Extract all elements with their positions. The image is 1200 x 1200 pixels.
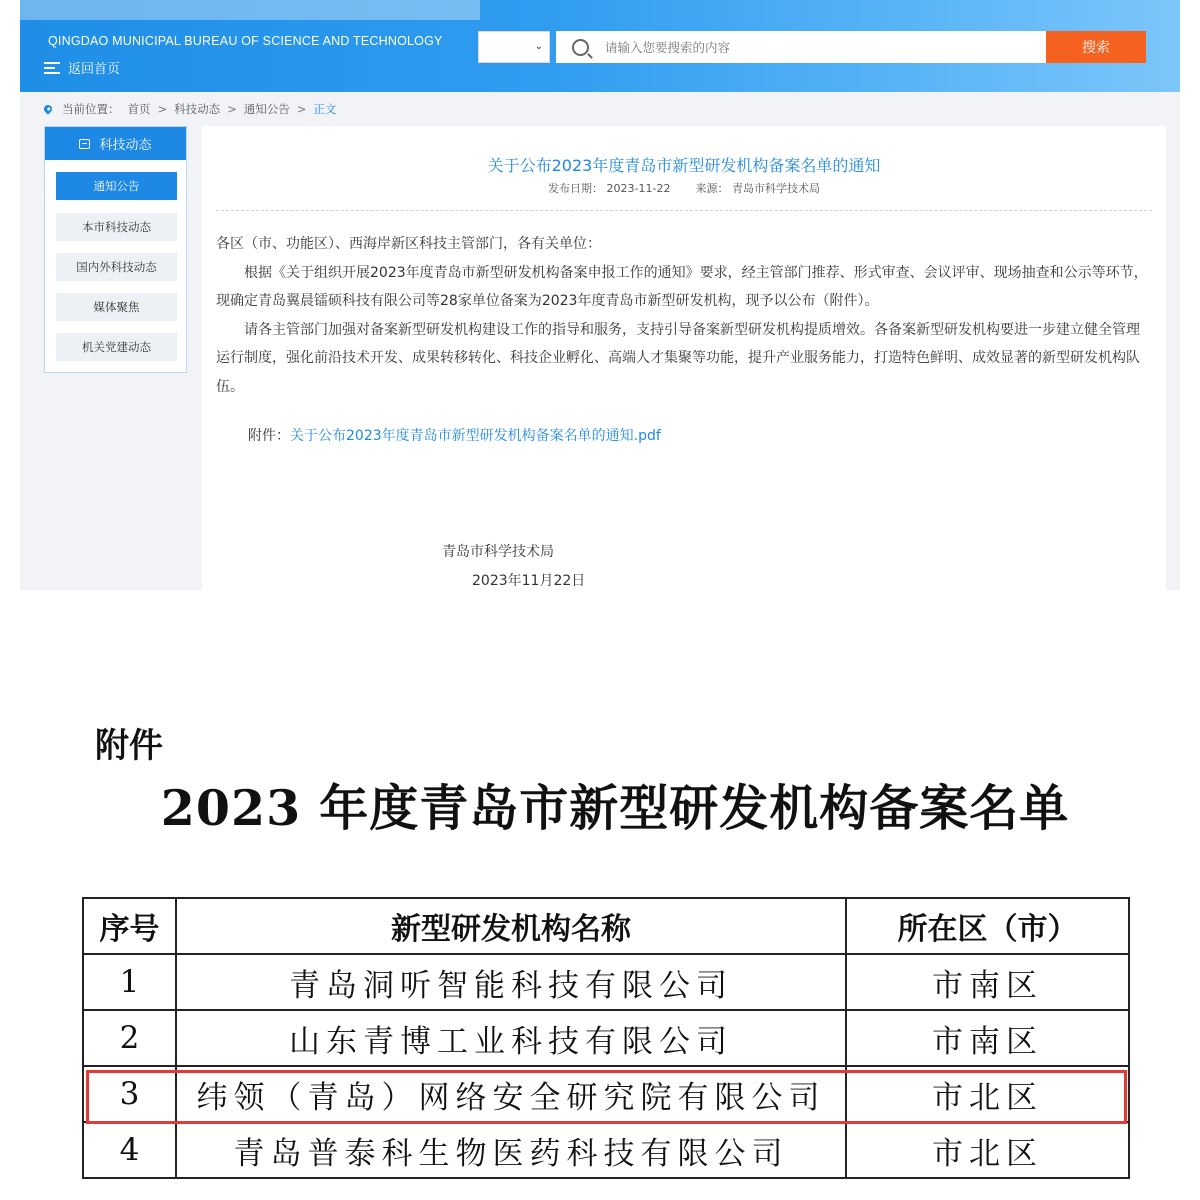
header-seq: 序号 (83, 898, 176, 954)
row-name: 山东青博工业科技有限公司 (176, 1010, 846, 1066)
title-divider (216, 210, 1152, 211)
attachment-link[interactable]: 关于公布2023年度青岛市新型研发机构备案名单的通知.pdf (290, 428, 661, 444)
search-box (556, 31, 1046, 63)
row-district: 市北区 (846, 1066, 1129, 1122)
sidebar-item-notices[interactable]: 通知公告 (56, 172, 177, 200)
table-row (83, 1010, 1129, 1066)
breadcrumb-prefix: 当前位置： (62, 102, 120, 116)
header-name: 新型研发机构名称 (176, 898, 846, 954)
sidebar-header (45, 127, 186, 160)
row-district: 市南区 (846, 954, 1129, 1010)
header-logo-remnant (20, 0, 480, 20)
article-meta (202, 180, 1166, 196)
salutation: 各区（市、功能区）、西海岸新区科技主管部门，各有关单位： (216, 236, 601, 252)
source-value: 青岛市科学技术局 (731, 182, 820, 195)
paragraph-2: 请各主管部门加强对备案新型研发机构建设工作的指导和服务，支持引导备案新型研发机构提质增效。各备案新型研发机构要进一步建立健全管理运行制度，强化前沿技术开发、成果转移转化、科技企业孵化、高端人才集聚等功能，提升产业服务能力，打造特色鲜明、成效显著的新型研发机构队伍。 (216, 321, 1140, 395)
back-home-link[interactable] (44, 58, 120, 77)
search-category-select[interactable] (478, 31, 550, 63)
doc-title: 2023 年度青岛市新型研发机构备案名单 (160, 779, 1070, 837)
article-title: 关于公布2023年度青岛市新型研发机构备案名单的通知 (487, 156, 881, 175)
attachment (248, 425, 661, 445)
breadcrumb-home[interactable]: 首页 (127, 102, 151, 116)
breadcrumb-separator: > (227, 102, 237, 116)
breadcrumb-separator: > (157, 102, 168, 116)
menu-icon (44, 62, 60, 74)
row-seq: 4 (83, 1122, 176, 1178)
chevron-down-icon: ⌄ (534, 41, 543, 52)
institution-table (82, 897, 1130, 1179)
sidebar-item-global-news[interactable]: 国内外科技动态 (56, 253, 177, 281)
signature-org: 青岛市科学技术局 (442, 544, 554, 560)
row-name: 纬领（青岛）网络安全研究院有限公司 (176, 1066, 846, 1122)
row-seq: 2 (83, 1010, 176, 1066)
news-icon (79, 139, 90, 149)
table-row (83, 954, 1129, 1010)
location-pin-icon (42, 103, 53, 114)
row-district: 市北区 (846, 1122, 1129, 1178)
header-district: 所在区（市） (846, 898, 1129, 954)
breadcrumb-tech-news[interactable]: 科技动态 (174, 102, 221, 116)
site-name-en: QINGDAO MUNICIPAL BUREAU OF SCIENCE AND TECHNOLOGY (48, 34, 443, 48)
search-input[interactable] (603, 39, 1027, 56)
attachment-label: 附件： (248, 428, 290, 444)
sidebar-item-local-news[interactable]: 本市科技动态 (56, 213, 177, 241)
paragraph-1: 根据《关于组织开展2023年度青岛市新型研发机构备案申报工作的通知》要求，经主管部门推荐、形式审查、会议评审、现场抽查和公示等环节，现确定青岛翼晨镭硕科技有限公司等28家单位备案为2023年度青岛市新型研发机构，现予以公布（附件）。 (216, 264, 1148, 309)
row-name: 青岛普泰科生物医药科技有限公司 (176, 1122, 846, 1178)
article (202, 126, 1166, 590)
signature-date: 2023年11月22日 (472, 573, 586, 589)
table-row (83, 1066, 1129, 1122)
breadcrumb-notices[interactable]: 通知公告 (243, 102, 290, 116)
sidebar (44, 126, 187, 373)
publish-date: 2023-11-22 (606, 182, 671, 195)
breadcrumb (44, 101, 336, 117)
signature-block (442, 538, 585, 596)
table-header-row (83, 898, 1129, 954)
back-home-label: 返回首页 (68, 62, 121, 77)
article-body (216, 230, 1152, 401)
doc-attachment-label: 附件 (95, 726, 163, 766)
source-label: 来源： (695, 182, 729, 195)
date-label: 发布日期： (548, 182, 604, 195)
row-seq: 1 (83, 954, 176, 1010)
breadcrumb-current: 正文 (313, 102, 337, 116)
sidebar-item-media[interactable]: 媒体聚焦 (56, 293, 177, 321)
search-icon (572, 39, 589, 56)
table-row (83, 1122, 1129, 1178)
breadcrumb-separator: > (296, 102, 307, 116)
row-name: 青岛洞听智能科技有限公司 (176, 954, 846, 1010)
sidebar-title: 科技动态 (99, 138, 152, 153)
search-button[interactable]: 搜索 (1046, 31, 1146, 63)
sidebar-item-party-news[interactable]: 机关党建动态 (56, 333, 177, 361)
row-district: 市南区 (846, 1010, 1129, 1066)
row-seq: 3 (83, 1066, 176, 1122)
